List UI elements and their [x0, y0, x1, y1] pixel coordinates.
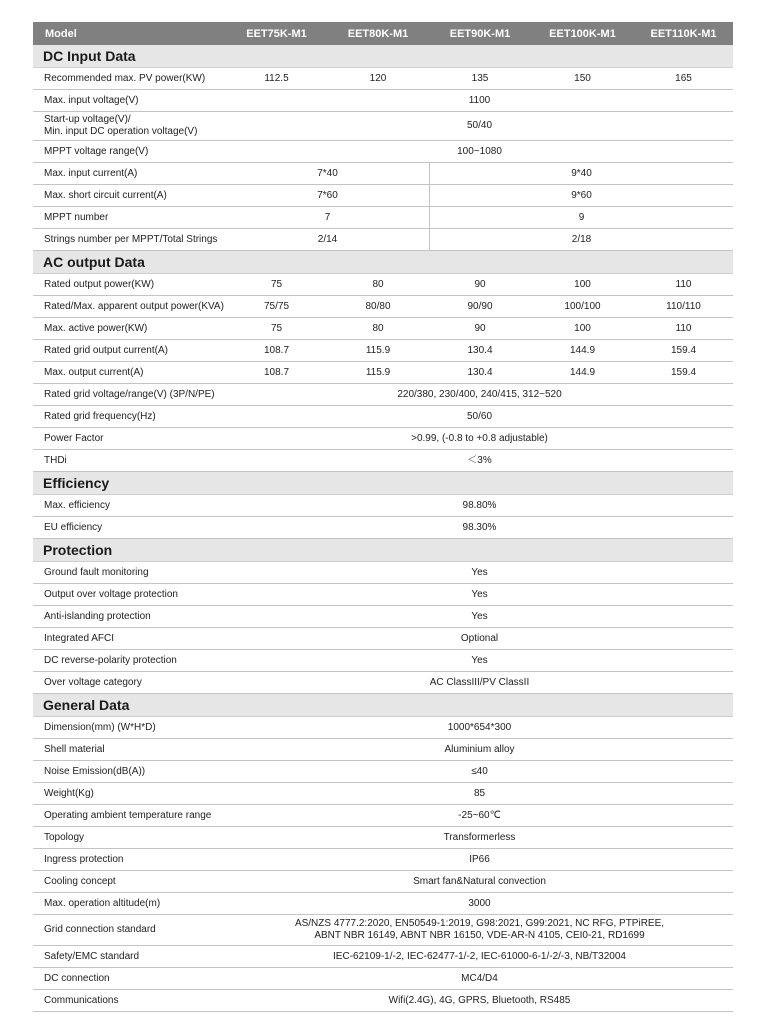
row-label: Operating ambient temperature range [44, 809, 212, 821]
cell: Yes [471, 610, 488, 622]
cell: 50/60 [466, 410, 493, 422]
row-label: Power Factor [44, 432, 104, 444]
row-label: Shell material [44, 743, 105, 755]
row-label: Over voltage category [44, 676, 142, 688]
section-ac-output: AC output Data [33, 251, 733, 274]
table-row [33, 384, 733, 406]
row-label: Integrated AFCI [44, 632, 115, 644]
cell: 165 [675, 72, 692, 84]
row-label: MPPT voltage range(V) [44, 145, 149, 157]
cell: 144.9 [569, 366, 596, 378]
cell: 108.7 [263, 344, 290, 356]
row-label: Cooling concept [44, 875, 116, 887]
table-row [33, 990, 733, 1012]
row-label: DC reverse-polarity protection [44, 654, 177, 666]
cell: 220/380, 230/400, 240/415, 312~520 [397, 388, 562, 400]
table-row [33, 628, 733, 650]
cell: 130.4 [467, 366, 493, 378]
section-protection: Protection [33, 539, 733, 562]
cell: >0.99, (-0.8 to +0.8 adjustable) [411, 432, 548, 444]
table-row [33, 229, 733, 251]
table-row [33, 296, 733, 318]
table-row [33, 783, 733, 805]
table-row [33, 428, 733, 450]
row-label: Rated grid output current(A) [44, 344, 168, 356]
table-row [33, 893, 733, 915]
cell: 100 [574, 322, 591, 334]
cell: 110 [675, 278, 692, 290]
row-label: Weight(Kg) [44, 787, 94, 799]
table-row [33, 495, 733, 517]
row-label: MPPT number [44, 211, 109, 223]
table-row [33, 141, 733, 163]
table-row [33, 362, 733, 384]
row-label: THDi [44, 454, 67, 466]
section-general: General Data [33, 694, 733, 717]
cell: 80 [372, 322, 384, 334]
table-row [33, 915, 733, 946]
table-row [33, 163, 733, 185]
cell: 98.80% [462, 499, 497, 511]
row-label: Rated output power(KW) [44, 278, 155, 290]
cell: 9*60 [429, 185, 733, 206]
row-label: Rated grid frequency(Hz) [44, 410, 156, 422]
cell: MC4/D4 [461, 972, 498, 984]
row-label: EU efficiency [44, 521, 103, 533]
cell: Yes [471, 654, 488, 666]
cell: 80 [372, 278, 384, 290]
row-label [33, 112, 226, 140]
cell: 3000 [468, 897, 491, 909]
table-row [33, 871, 733, 893]
row-label: Safety/EMC standard [44, 950, 140, 962]
cell: 130.4 [467, 344, 493, 356]
cell: 159.4 [670, 344, 697, 356]
table-header [33, 22, 733, 45]
table-row [33, 717, 733, 739]
cell: 1100 [468, 94, 491, 106]
table-row [33, 318, 733, 340]
table-row [33, 207, 733, 229]
model-col-1: EET75K-M1 [246, 27, 307, 40]
cell: Yes [471, 588, 488, 600]
cell: 1000*654*300 [447, 721, 512, 733]
cell: 112.5 [264, 72, 289, 84]
cell: 7*40 [317, 167, 338, 179]
cell: IEC-62109-1/-2, IEC-62477-1/-2, IEC-61000-6-1/-2/-3, NB/T32004 [333, 950, 626, 962]
cell: Yes [471, 566, 488, 578]
row-label: Dimension(mm) (W*H*D) [44, 721, 156, 733]
cell: 108.7 [263, 366, 290, 378]
table-row [33, 672, 733, 694]
row-label: Rated grid voltage/range(V) (3P/N/PE) [44, 388, 215, 400]
section-dc-input: DC Input Data [33, 45, 733, 68]
cell: 90 [474, 278, 486, 290]
table-row [33, 849, 733, 871]
cell: 75 [270, 278, 283, 290]
cell: 90/90 [467, 300, 493, 312]
row-label: Max. input current(A) [44, 167, 138, 179]
cell: 2/14 [317, 233, 338, 245]
row-label: Grid connection standard [44, 924, 156, 935]
table-row [33, 584, 733, 606]
table-row [33, 968, 733, 990]
cell: Aluminium alloy [444, 743, 515, 755]
row-label: Max. active power(KW) [44, 322, 148, 334]
cell-line-1: AS/NZS 4777.2:2020, EN50549-1:2019, G98:2021, G99:2021, NC RFG, PTPiREE, [294, 918, 665, 929]
row-label: Output over voltage protection [44, 588, 178, 600]
row-label: Anti-islanding protection [44, 610, 151, 622]
row-label-line-1: Start-up voltage(V)/ [44, 114, 131, 125]
table-row [33, 946, 733, 968]
table-row [33, 761, 733, 783]
row-label: Max. operation altitude(m) [44, 897, 161, 909]
row-label: Max. short circuit current(A) [44, 189, 167, 201]
row-label: Recommended max. PV power(KW) [44, 72, 206, 84]
row-label: Communications [44, 994, 119, 1006]
cell: 100 [574, 278, 591, 290]
table-row [33, 805, 733, 827]
spec-table [33, 22, 733, 1012]
cell: 7 [324, 211, 331, 223]
table-row [33, 739, 733, 761]
row-label: Max. efficiency [44, 499, 110, 511]
cell: 100~1080 [457, 145, 502, 157]
cell: 144.9 [569, 344, 596, 356]
table-row [33, 340, 733, 362]
model-col-4: EET100K-M1 [549, 27, 616, 40]
cell: 100/100 [564, 300, 601, 312]
row-label: Max. output current(A) [44, 366, 144, 378]
cell: Optional [460, 632, 499, 644]
cell: Wifi(2.4G), 4G, GPRS, Bluetooth, RS485 [388, 994, 571, 1006]
cell-line-2: ABNT NBR 16149, ABNT NBR 16150, VDE-AR-N 4105, CEI0-21, RD1699 [314, 930, 645, 941]
model-col-3: EET90K-M1 [449, 27, 511, 40]
cell: 50/40 [466, 120, 493, 131]
cell: AC ClassIII/PV ClassII [429, 676, 530, 688]
cell: 9 [429, 207, 733, 228]
cell: Transformerless [443, 831, 516, 843]
table-row [33, 650, 733, 672]
model-col-2: EET80K-M1 [347, 27, 409, 40]
cell: 115.9 [365, 366, 391, 378]
cell: 120 [369, 72, 387, 84]
row-label: DC connection [44, 972, 110, 984]
cell: 135 [471, 72, 489, 84]
row-label: Rated/Max. apparent output power(KVA) [44, 300, 224, 312]
row-label: Topology [44, 831, 85, 843]
cell: 75 [270, 322, 283, 334]
table-row [33, 517, 733, 539]
row-label: Ground fault monitoring [44, 566, 149, 578]
table-row [33, 606, 733, 628]
table-row [33, 827, 733, 849]
table-row [33, 90, 733, 112]
cell: 90 [474, 322, 486, 334]
model-col-5: EET110K-M1 [650, 27, 717, 40]
table-row [33, 450, 733, 472]
row-label: Strings number per MPPT/Total Strings [44, 233, 218, 245]
cell: IP66 [469, 853, 490, 865]
cell: 80/80 [365, 300, 391, 312]
table-row [33, 562, 733, 584]
cell: 115.9 [365, 344, 391, 356]
cell: 2/18 [429, 229, 733, 250]
section-efficiency: Efficiency [33, 472, 733, 495]
cell: ＜3% [467, 454, 492, 466]
cell: 150 [574, 72, 591, 84]
cell [226, 915, 733, 945]
row-label: Max. input voltage(V) [44, 94, 139, 106]
cell: -25~60℃ [458, 809, 501, 821]
cell: Smart fan&Natural convection [413, 875, 546, 887]
table-row [33, 112, 733, 141]
model-header: Model [45, 27, 77, 40]
cell: 110/110 [666, 300, 701, 312]
cell: 85 [473, 787, 486, 799]
table-row [33, 185, 733, 207]
cell: 110 [675, 322, 692, 334]
cell: 7*60 [317, 189, 338, 201]
table-row [33, 274, 733, 296]
cell: 159.4 [670, 366, 697, 378]
cell: 75/75 [263, 300, 290, 312]
row-label: Noise Emission(dB(A)) [44, 765, 146, 777]
cell: 98.30% [462, 521, 497, 533]
cell: 9*40 [429, 163, 733, 184]
table-row [33, 68, 733, 90]
table-row [33, 406, 733, 428]
row-label: Ingress protection [44, 853, 124, 865]
row-label-line-2: Min. input DC operation voltage(V) [44, 126, 198, 137]
cell: ≤40 [471, 765, 488, 777]
